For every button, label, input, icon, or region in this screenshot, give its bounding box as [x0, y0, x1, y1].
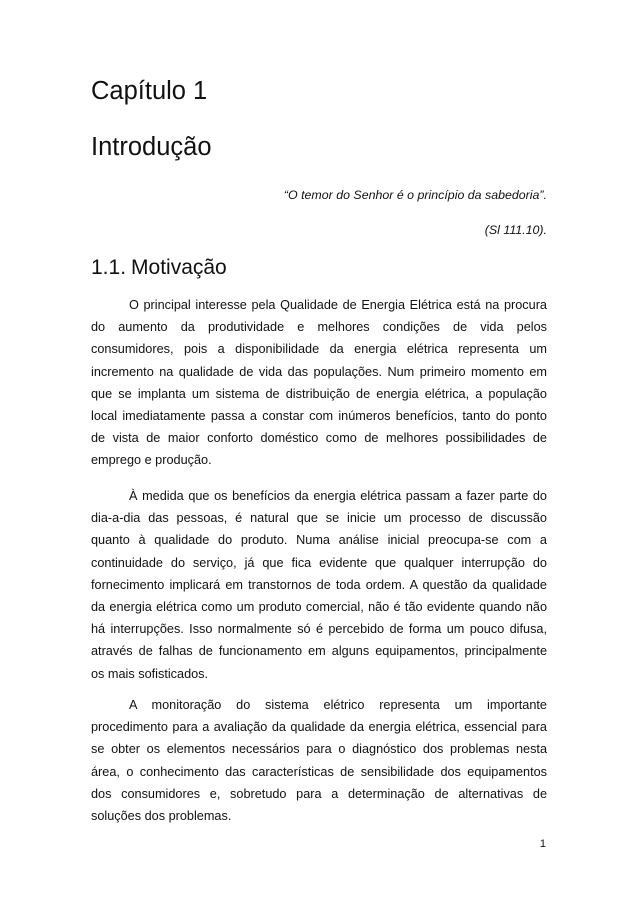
paragraph-line: de vista de maior conforto doméstico como de melhores possibilidades de	[91, 431, 547, 446]
paragraph-line: da energia elétrica como um produto comercial, não é tão evidente quando não	[91, 599, 547, 614]
paragraph-line: consumidores, pois a disponibilidade da energia elétrica representa um	[91, 342, 547, 357]
chapter-label: Capítulo 1	[91, 77, 208, 105]
paragraph-line: se obter os elementos necessários para o diagnóstico dos problemas nesta	[91, 742, 547, 757]
paragraph-line: através de falhas de funcionamento em alguns equipamentos, principalmente	[91, 644, 547, 659]
paragraph-line: quanto à qualidade do produto. Numa análise inicial preocupa-se com a	[91, 533, 547, 548]
paragraph-line: que se implanta um sistema de distribuição de energia elétrica, a população	[91, 386, 547, 401]
paragraph-line: A monitoração do sistema elétrico representa um importante	[129, 698, 547, 712]
paragraph-line: incremento na qualidade de vida das populações. Num primeiro momento em	[91, 364, 547, 379]
section-number: 1.1.	[91, 256, 127, 279]
paragraph-line: procedimento para a avaliação da qualidade da energia elétrica, essencial para	[91, 720, 547, 735]
paragraph-line: área, o conhecimento das características de sensibilidade dos equipamentos	[91, 764, 547, 779]
paragraph-line: O principal interesse pela Qualidade de Energia Elétrica está na procura	[129, 298, 547, 312]
paragraph-line: do aumento da produtividade e melhores condições de vida pelos	[91, 320, 547, 335]
page-number: 1	[539, 838, 546, 850]
paragraph-line: continuidade do serviço, já que fica evidente que qualquer interrupção do	[91, 555, 547, 570]
body-paragraph	[91, 485, 547, 685]
paragraph-line: À medida que os benefícios da energia elétrica passam a fazer parte do	[129, 489, 547, 503]
paragraph-line: há interrupções. Isso normalmente só é percebido de forma um pouco difusa,	[91, 622, 547, 637]
chapter-title: Introdução	[91, 133, 212, 161]
body-paragraph	[91, 694, 547, 827]
paragraph-line: soluções dos problemas.	[91, 808, 232, 823]
paragraph-line: fornecimento implicará em transtornos de toda ordem. A questão da qualidade	[91, 577, 547, 592]
epigraph-quote: “O temor do Senhor é o princípio da sabedoria”.	[283, 188, 547, 202]
epigraph-reference: (Sl 111.10).	[484, 223, 547, 237]
paragraph-line: local imediatamente passa a constar com inúmeros benefícios, tanto do ponto	[91, 408, 547, 423]
paragraph-line: dos consumidores e, sobretudo para a determinação de alternativas de	[91, 786, 547, 801]
section-heading	[91, 257, 227, 278]
paragraph-line: dia-a-dia das pessoas, é natural que se inicie um processo de discussão	[91, 511, 547, 526]
section-title: Motivação	[131, 256, 227, 279]
body-paragraph	[91, 294, 547, 472]
paragraph-line: os mais sofisticados.	[91, 666, 209, 681]
paragraph-line: emprego e produção.	[91, 453, 212, 468]
